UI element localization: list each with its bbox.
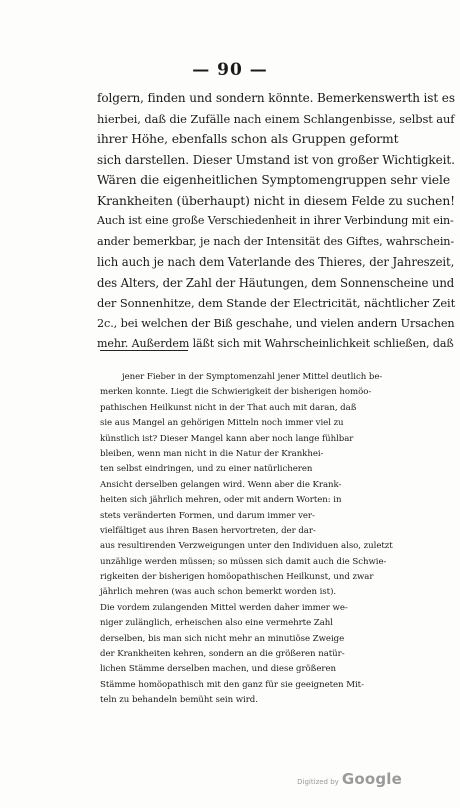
footnote-line: teln zu behandeln bemüht sein wird. — [100, 695, 258, 706]
footnote-line: lichen Stämme derselben machen, und diese größeren — [100, 664, 336, 675]
text-line: mehr. Außerdem läßt sich mit Wahrscheinlichkeit schließen, daß — [97, 337, 454, 350]
footnote-line: derselben, bis man sich nicht mehr an minutiöse Zweige — [100, 633, 345, 644]
footnote-line: Die vordem zulangenden Mittel werden daher immer we- — [100, 602, 348, 613]
footnote-line: stets veränderten Formen, und darum immer ver- — [100, 510, 315, 521]
text-line: lich auch je nach dem Vaterlande des Thieres, der Jahreszeit, — [97, 255, 455, 269]
footnote-line: niger zulänglich, erheischen also eine vermehrte Zahl — [100, 618, 333, 629]
footnote-line: pathischen Heilkunst nicht in der That auch mit daran, daß — [100, 402, 357, 413]
text-line: ander bemerkbar, je nach der Intensität des Giftes, wahrschein- — [97, 234, 455, 248]
footnote-line: sie aus Mangel an gehörigen Mitteln noch immer viel zu — [100, 418, 344, 429]
text-line: sich darstellen. Dieser Umstand ist von großer Wichtigkeit. — [97, 152, 455, 167]
footnote-line: unzählige werden müssen; so müssen sich damit auch die Schwie- — [100, 556, 387, 567]
footnote-line: bleiben, wenn man nicht in die Natur der Krankhei- — [100, 448, 324, 459]
text-line: des Alters, der Zahl der Häutungen, dem Sonnenscheine und — [97, 275, 455, 290]
text-line: Krankheiten (überhaupt) nicht in diesem Felde zu suchen! — [97, 193, 455, 208]
text-line: Auch ist eine große Verschiedenheit in ihrer Verbindung mit ein- — [97, 214, 454, 227]
text-line: 2c., bei welchen der Biß geschahe, und vielen andern Ursachen — [97, 316, 455, 330]
text-line: folgern, finden und sondern könnte. Bemerkenswerth ist es — [97, 91, 455, 105]
footnote-line: Ansicht derselben gelangen wird. Wenn aber die Krank- — [100, 479, 342, 490]
footnote-separator — [100, 350, 188, 351]
page-number: — 90 — — [192, 60, 268, 80]
footnote-line: der Krankheiten kehren, sondern an die größeren natür- — [100, 649, 345, 660]
text-line: ihrer Höhe, ebenfalls schon als Gruppen geformt — [97, 132, 399, 146]
footnote-line: ten selbst eindringen, und zu einer natürlicheren — [100, 464, 313, 475]
footnote-line: Stämme homöopathisch mit den ganz für sie geeigneten Mit- — [100, 679, 364, 690]
footnote-line: merken konnte. Liegt die Schwierigkeit der bisherigen homöo- — [100, 387, 372, 398]
footnote-line: aus resultirenden Verzweigungen unter den Individuen also, zuletzt — [100, 541, 393, 552]
text-line: der Sonnenhitze, dem Stande der Electricität, nächtlicher Zeit — [97, 296, 456, 310]
footnote — [100, 370, 460, 709]
footnote-line: rigkeiten der bisherigen homöopathischen Heilkunst, und zwar — [100, 572, 374, 583]
text-line: Wären die eigenheitlichen Symptomengruppen sehr viele — [97, 173, 450, 187]
google-logo: Google — [341, 770, 402, 788]
watermark-prefix: Digitized by — [297, 778, 339, 786]
footnote-line: jährlich mehren (was auch schon bemerkt worden ist). — [100, 587, 337, 598]
footnote-line: heiten sich jährlich mehren, oder mit andern Worten: in — [100, 495, 342, 506]
footnote-line: vielfältiget aus ihren Basen hervortreten, der dar- — [100, 525, 316, 536]
footnote-line: jener Fieber in der Symptomenzahl jener Mittel deutlich be- — [122, 372, 383, 382]
footnote-line: künstlich ist? Dieser Mangel kann aber noch lange fühlbar — [100, 433, 354, 444]
digitized-watermark — [297, 770, 402, 788]
main-text — [97, 88, 460, 355]
text-line: hierbei, daß die Zufälle nach einem Schlangenbisse, selbst auf — [97, 111, 455, 126]
